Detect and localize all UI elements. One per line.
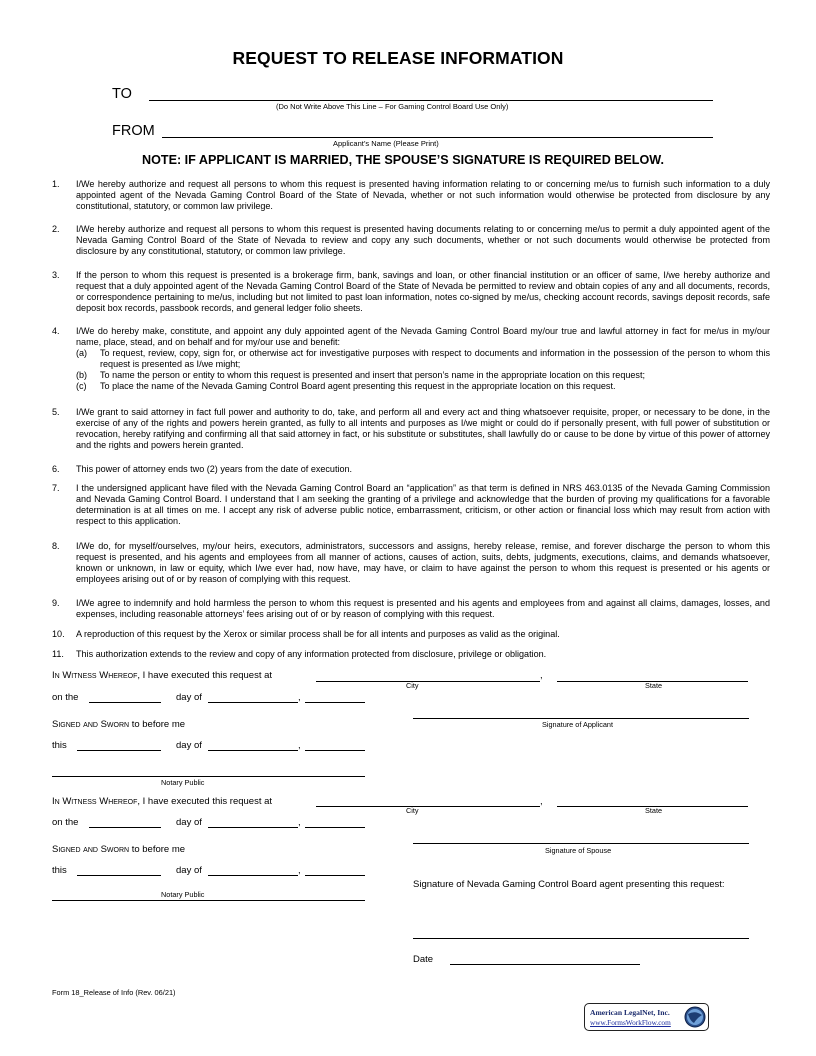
to-label: TO [112,86,132,102]
day-of-label: day of [176,692,202,703]
comma: , [298,740,301,751]
clause-3 [52,270,770,314]
logo-company: American LegalNet, Inc. [590,1008,670,1017]
clause-number: 3. [52,270,60,280]
signed-sworn-statement: Signed and Sworn to before me [52,844,186,855]
notary-caption: Notary Public [161,778,205,787]
state-caption: State [645,681,663,690]
sub-label: (c) [76,381,87,392]
applicant-signature-caption: Signature of Applicant [542,720,613,729]
from-label: FROM [112,123,155,139]
spouse-signature-caption: Signature of Spouse [545,846,612,855]
clause-number: 11. [52,649,64,659]
date-field[interactable] [450,964,640,965]
clause-number: 5. [52,407,60,417]
applicant-signature-line[interactable] [413,718,749,719]
clause-text: A reproduction of this request by the Xerox or similar process shall be for all intents and purposes as valid as the original. [76,629,560,639]
notary-signature-line[interactable] [52,900,365,901]
logo-url[interactable]: www.FormsWorkFlow.com [590,1018,671,1027]
clause-4b [76,370,770,381]
clause-number: 1. [52,179,60,189]
comma: , [298,865,301,876]
month-field[interactable] [208,827,298,828]
witness-statement: In Witness Whereof, I have executed this request at [52,796,273,807]
clause-4 [52,326,770,393]
this-label: this [52,740,67,751]
clause-1 [52,179,770,212]
comma: , [540,670,543,681]
sub-text: To place the name of the Nevada Gaming Control Board agent presenting this request in the appropriate location on this request. [100,381,616,392]
clause-text: I/We grant to said attorney in fact full power and authority to do, take, and perform all and every act and thing whatsoever requisite, proper, or necessary to be done, in the exercise of any of the rights and powers herein granted, as fully to all intents and purposes as I/we might or could do if personally present, with full power of substitution or revocation, hereby ratifying and confirming all that said attorney in fact, or his substitute or substitutes, shall lawfully do or cause to be done by virtue of this power of attorney and the rights and powers herein granted. [76,407,770,451]
to-field[interactable] [149,100,713,101]
agent-signature-line[interactable] [413,938,749,939]
clause-4a [76,348,770,370]
clause-number: 7. [52,483,60,493]
spouse-signature-line[interactable] [413,843,749,844]
day-of-label: day of [176,740,202,751]
clause-number: 4. [52,326,60,336]
clause-text: I/We hereby authorize and request all persons to whom this request is presented having documents relating to or concerning me/us to permit a duly appointed agent of the Nevada Gaming Control Board of the State of Nevada to review and copy any such documents, whether or not such documents would otherwise be protected from disclosure by any constitutional, statutory, or common law privilege. [76,224,770,257]
clause-10 [52,629,770,640]
clause-text: I/We do, for myself/ourselves, my/our heirs, executors, administrators, successors and assigns, hereby release, remise, and forever discharge the person to whom this request is presented, and his agents and employees from all manner of actions, causes of action, suits, debts, judgments, executions, claims, and demands whatsoever, known or unknown, in law or equity, which I/we ever had, now have, may have, or claim to have against the person to whom this request is presented or his agents or employees arising out of or by reason of complying with this request. [76,541,770,585]
spouse-note: NOTE: IF APPLICANT IS MARRIED, THE SPOUSE’S SIGNATURE IS REQUIRED BELOW. [142,153,664,167]
sub-text: To request, review, copy, sign for, or otherwise act for investigative purposes with respect to documents and information in the possession of the person to whom this request is presented as I/we might; [100,348,770,370]
year-field[interactable] [305,875,365,876]
day-field[interactable] [89,827,161,828]
clause-text: This authorization extends to the review and copy of any information protected from disclosure, privilege or obligation. [76,649,547,659]
comma: , [298,817,301,828]
clause-6 [52,464,770,475]
this-label: this [52,865,67,876]
clause-text: I/We do hereby make, constitute, and appoint any duly appointed agent of the Nevada Gaming Control Board my/our true and lawful attorney in fact for me/us in my/our name, place, stead, and on behalf and for my/our use and benefit: [76,326,770,348]
clause-4c [76,381,770,392]
clause-8 [52,541,770,585]
clause-text: This power of attorney ends two (2) years from the date of execution. [76,464,353,474]
city-field[interactable] [316,681,540,682]
clause-text: If the person to whom this request is presented is a brokerage firm, bank, savings and loan, or other financial institution or an officer of same, I/we hereby authorize and request that a duly appointed agent of the Nevada Gaming Control Board of the State of Nevada be permitted to review and obtain copies of any and all documents, records, or correspondence pertaining to me/us, including but not limited to past loan information, notes co-signed by me/us, checking account records, savings deposit records, safe deposit box records, passbook records, and general ledger folio sheets. [76,270,770,314]
signed-sworn-statement: Signed and Sworn to before me [52,719,186,730]
month-field[interactable] [208,702,298,703]
clause-text: I the undersigned applicant have filed with the Nevada Gaming Control Board an “application” as that term is defined in NRS 463.0135 of the Nevada Gaming Commission and Nevada Gaming Control Board. I understand that I am seeking the granting of a privilege and acknowledge that the burden of proving my qualifications for a favorable determination is at all times on me. I accept any risk of adverse public notice, embarrassment, criticism, or other action or financial loss which may result from action with respect to this application. [76,483,770,527]
sub-label: (a) [76,348,88,359]
globe-icon [684,1006,706,1028]
clause-number: 2. [52,224,60,234]
notary-signature-line[interactable] [52,776,365,777]
day-field[interactable] [77,875,161,876]
day-field[interactable] [77,750,161,751]
date-label: Date [413,954,434,965]
legalnet-logo [584,1003,709,1031]
from-caption: Applicant’s Name (Please Print) [333,139,439,148]
clause-2 [52,224,770,257]
clause-text: I/We agree to indemnify and hold harmless the person to whom this request is presented and his agents and employees from and against all claims, damages, losses, and expenses, including reasonable attorneys’ fees arising out of or by reason of complying with this request. [76,598,770,620]
form-footer: Form 18_Release of Info (Rev. 06/21) [52,988,176,997]
sub-label: (b) [76,370,88,381]
month-field[interactable] [208,875,298,876]
clause-number: 9. [52,598,60,608]
day-field[interactable] [89,702,161,703]
month-field[interactable] [208,750,298,751]
clause-11 [52,649,770,660]
day-of-label: day of [176,817,202,828]
clause-number: 6. [52,464,60,474]
clause-text: I/We hereby authorize and request all persons to whom this request is presented having information relating to or concerning me/us to furnish such information to a duly appointed agent of the Nevada Gaming Control Board of the State of Nevada, whether or not such information would otherwise be protected from disclosure by any constitutional, statutory, or common law privilege. [76,179,770,212]
clause-9 [52,598,770,620]
city-caption: City [406,806,419,815]
clause-number: 8. [52,541,60,551]
state-caption: State [645,806,663,815]
year-field[interactable] [305,750,365,751]
page-title: REQUEST TO RELEASE INFORMATION [232,48,564,68]
notary-caption: Notary Public [161,890,205,899]
clause-5 [52,407,770,451]
comma: , [540,796,543,807]
comma: , [298,692,301,703]
city-caption: City [406,681,419,690]
clause-number: 10. [52,629,65,639]
year-field[interactable] [305,827,365,828]
on-the-label: on the [52,817,79,828]
witness-statement: In Witness Whereof, I have executed this request at [52,670,273,681]
year-field[interactable] [305,702,365,703]
day-of-label: day of [176,865,202,876]
agent-signature-label: Signature of Nevada Gaming Control Board agent presenting this request: [413,879,725,890]
on-the-label: on the [52,692,79,703]
clause-7 [52,483,770,527]
sub-text: To name the person or entity to whom this request is presented and insert that person’s name in the appropriate location on this request; [100,370,645,381]
from-field[interactable] [162,137,713,138]
to-caption: (Do Not Write Above This Line – For Gaming Control Board Use Only) [276,102,509,111]
city-field[interactable] [316,806,540,807]
